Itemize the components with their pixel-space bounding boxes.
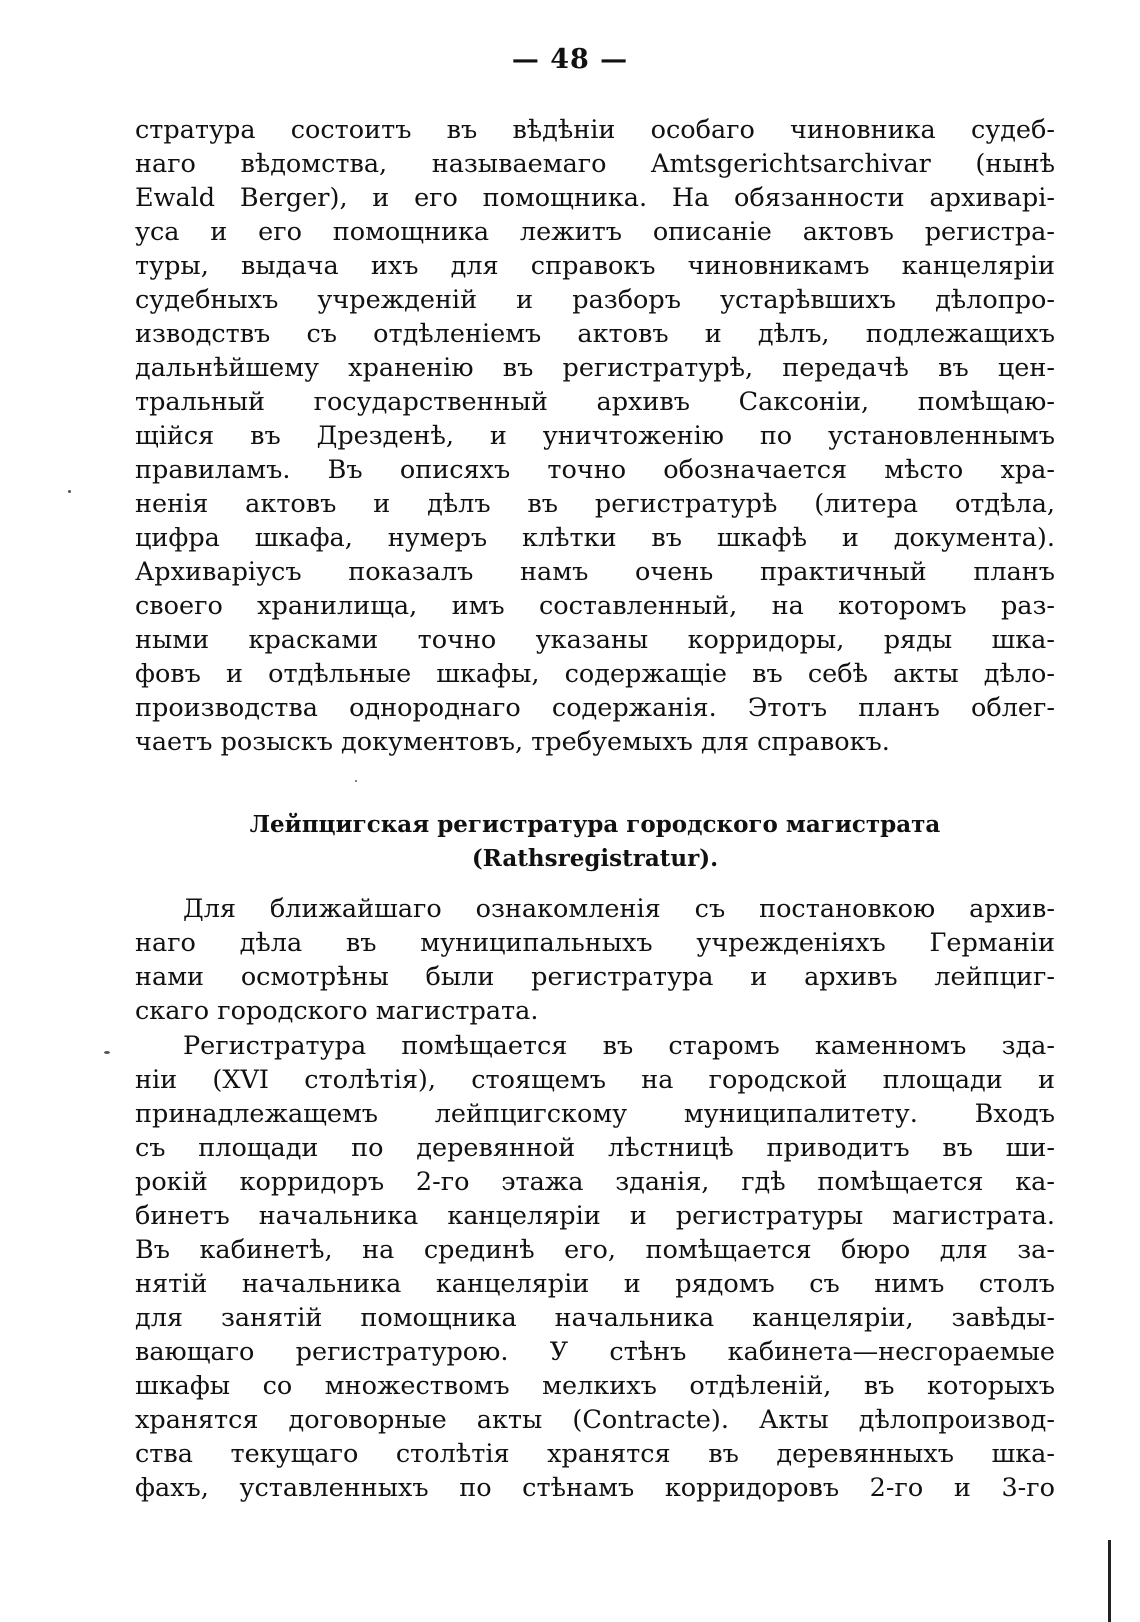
scan-edge-mark — [1108, 1540, 1111, 1622]
paragraph-intro — [135, 892, 1055, 1028]
text-line: правиламъ. Въ описяхъ точно обозначается мѣсто хра- — [135, 455, 1055, 485]
text-line: шкафы со множествомъ мелкихъ отдѣленій, въ которыхъ — [135, 1371, 1055, 1401]
scan-speck — [68, 490, 71, 493]
text-line: вающаго регистратурою. У стѣнъ кабинета—несгораемые — [135, 1337, 1055, 1367]
text-line: скаго городского магистрата. — [135, 996, 539, 1026]
text-line: наго вѣдомства, называемаго Amtsgerichtsarchivar (нынѣ — [135, 149, 1055, 179]
text-line: Регистратура помѣщается въ старомъ каменномъ зда- — [183, 1031, 1055, 1061]
text-line: для занятій помощника начальника канцеляріи, завѣды- — [135, 1303, 1055, 1333]
text-line: своего хранилища, имъ составленный, на которомъ раз- — [135, 591, 1055, 621]
scan-speck — [355, 780, 357, 782]
text-line: уса и его помощника лежитъ описаніе актовъ регистра- — [135, 217, 1055, 247]
paragraph-continuation — [135, 113, 1055, 759]
text-line: Въ кабинетѣ, на срединѣ его, помѣщается бюро для за- — [135, 1235, 1055, 1265]
paragraph-description — [135, 1029, 1055, 1505]
text-line: фовъ и отдѣльные шкафы, содержащіе въ себѣ акты дѣло- — [135, 659, 1055, 689]
text-line: наго дѣла въ муниципальныхъ учрежденіяхъ Германіи — [135, 928, 1055, 958]
text-line: туры, выдача ихъ для справокъ чиновникамъ канцеляріи — [135, 251, 1055, 281]
text-line: щійся въ Дрезденѣ, и уничтоженію по установленнымъ — [135, 421, 1055, 451]
text-line: рокій корридоръ 2-го этажа зданія, гдѣ помѣщается ка- — [135, 1167, 1055, 1197]
text-line: хранятся договорные акты (Contracte). Акты дѣлопроизвод- — [135, 1405, 1055, 1435]
text-line: съ площади по деревянной лѣстницѣ приводитъ въ ши- — [135, 1133, 1055, 1163]
text-line: судебныхъ учрежденій и разборъ устарѣвшихъ дѣлопро- — [135, 285, 1055, 315]
text-line: бинетъ начальника канцеляріи и регистратуры магистрата. — [135, 1201, 1055, 1231]
text-line: ніи (XVI столѣтія), стоящемъ на городской площади и — [135, 1065, 1055, 1095]
text-line: нятій начальника канцеляріи и рядомъ съ нимъ столъ — [135, 1269, 1055, 1299]
text-line: Для ближайшаго ознакомленія съ постановкою архив- — [183, 894, 1055, 924]
section-heading — [135, 808, 1055, 876]
text-line: изводствъ съ отдѣленіемъ актовъ и дѣлъ, подлежащихъ — [135, 319, 1055, 349]
scan-speck — [104, 1051, 110, 1054]
text-line: чаетъ розыскъ документовъ, требуемыхъ для справокъ. — [135, 727, 890, 757]
text-line: дальнѣйшему храненію въ регистратурѣ, передачѣ въ цен- — [135, 353, 1055, 383]
text-line: принадлежащемъ лейпцигскому муниципалитету. Входъ — [135, 1099, 1055, 1129]
section-heading-subtitle: (Rathsregistratur). — [471, 845, 719, 872]
text-line: ства текущаго столѣтія хранятся въ деревянныхъ шка- — [135, 1439, 1055, 1469]
text-line: Ewald Berger), и его помощника. На обязанности архиварі- — [135, 183, 1055, 213]
text-line: производства однороднаго содержанія. Этотъ планъ облег- — [135, 693, 1055, 723]
text-line: Архиваріусъ показалъ намъ очень практичный планъ — [135, 557, 1055, 587]
text-line: тральный государственный архивъ Саксоніи, помѣщаю- — [135, 387, 1055, 417]
section-heading-title: Лейпцигская регистратура городского магистрата — [249, 811, 941, 838]
page-number: — 48 — — [511, 44, 629, 75]
text-line: фахъ, уставленныхъ по стѣнамъ корридоровъ 2-го и 3-го — [135, 1473, 1055, 1503]
text-line: ными красками точно указаны корридоры, ряды шка- — [135, 625, 1055, 655]
text-line: ненія актовъ и дѣлъ въ регистратурѣ (литера отдѣла, — [135, 489, 1055, 519]
text-line: нами осмотрѣны были регистратура и архивъ лейпциг- — [135, 962, 1055, 992]
text-line: стратура состоитъ въ вѣдѣніи особаго чиновника судеб- — [135, 115, 1055, 145]
text-line: цифра шкафа, нумеръ клѣтки въ шкафѣ и документа). — [135, 523, 1055, 553]
